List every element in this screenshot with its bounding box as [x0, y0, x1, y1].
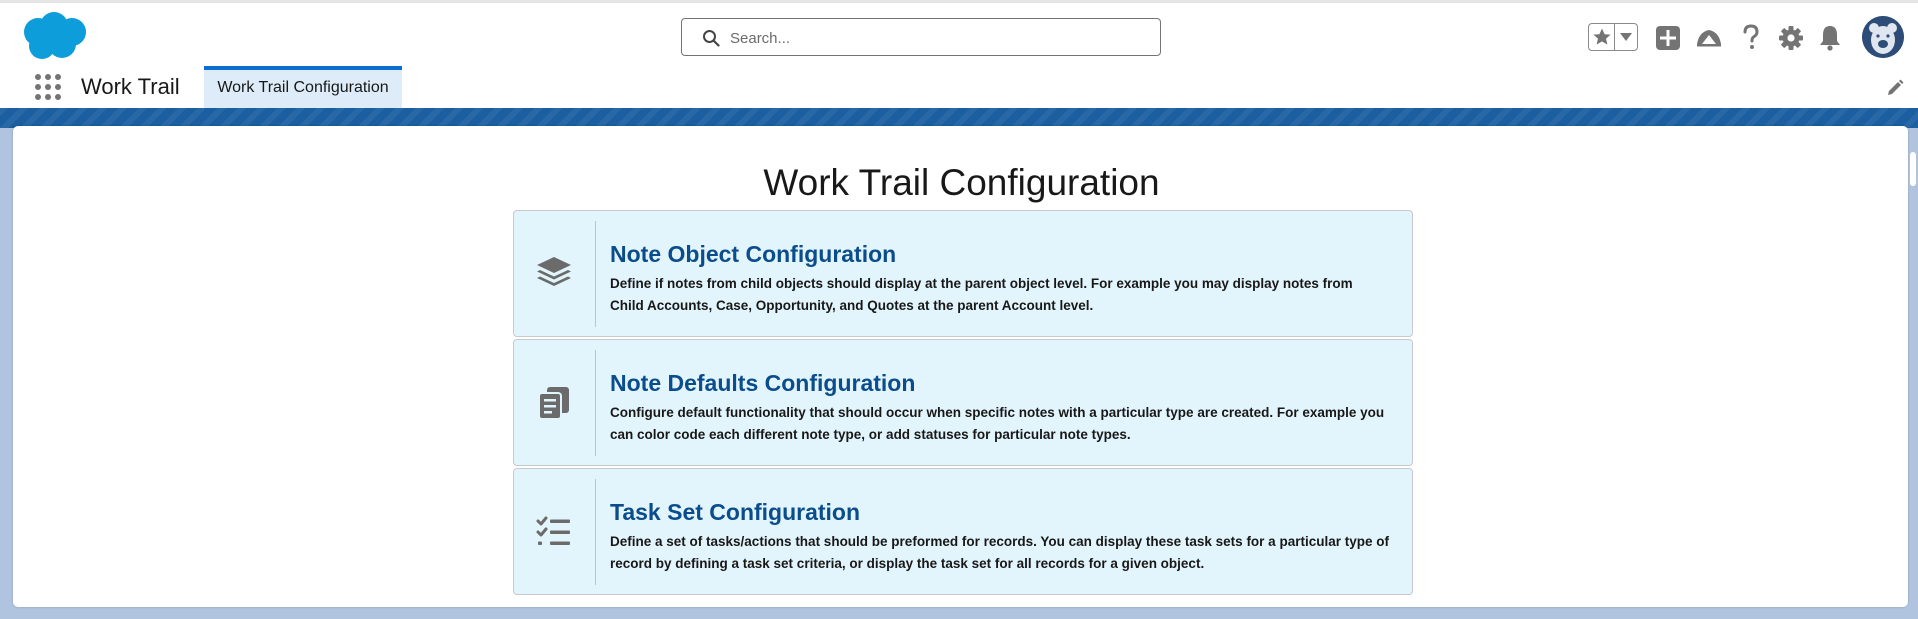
tile-divider — [595, 350, 596, 456]
app-nav-bar — [0, 66, 1918, 108]
help-icon[interactable] — [1740, 22, 1762, 52]
trailhead-icon[interactable] — [1694, 22, 1724, 52]
tile-note-object-configuration[interactable] — [513, 210, 1413, 337]
tile-title[interactable]: Note Defaults Configuration — [610, 370, 916, 396]
brand-band — [0, 108, 1918, 128]
tile-title[interactable]: Note Object Configuration — [610, 241, 897, 267]
tile-description: Define a set of tasks/actions that should be preformed for records. You can display these task sets for a particular type of record by defining a task set criteria, or display the task set for all records for a given object. — [610, 534, 1389, 571]
global-actions-plus-icon[interactable] — [1654, 22, 1682, 52]
favorites-dropdown-icon[interactable] — [1619, 32, 1633, 42]
favorites-star-icon[interactable] — [1592, 27, 1612, 47]
tile-note-defaults-configuration[interactable] — [513, 339, 1413, 466]
main-content-card — [13, 126, 1908, 607]
search-input[interactable] — [728, 22, 1152, 54]
page-title: Work Trail Configuration — [763, 162, 1160, 203]
tile-description: Configure default functionality that should occur when specific notes with a particular type are created. For example you can color code each different note type, or add statuses for particular note types. — [610, 405, 1385, 442]
tile-title[interactable]: Task Set Configuration — [610, 499, 861, 525]
favorites-button-group — [1588, 23, 1638, 51]
favorites-divider — [1614, 24, 1615, 50]
checklist-icon — [535, 513, 573, 551]
global-search[interactable] — [681, 18, 1161, 56]
search-icon — [702, 29, 720, 47]
setup-gear-icon[interactable] — [1777, 22, 1805, 52]
notifications-bell-icon[interactable] — [1817, 22, 1843, 52]
tile-divider — [595, 221, 596, 327]
tile-divider — [595, 479, 596, 585]
user-avatar[interactable] — [1862, 16, 1904, 58]
salesforce-cloud-logo[interactable] — [18, 10, 90, 62]
tab-work-trail-configuration[interactable]: Work Trail Configuration — [204, 66, 402, 108]
global-header — [0, 0, 1918, 66]
tile-description: Define if notes from child objects should display at the parent object level. For example you may display notes from Child Accounts, Case, Opportunity, and Quotes at the parent Account level. — [610, 276, 1353, 313]
app-name: Work Trail — [81, 74, 180, 99]
app-launcher-grid-icon[interactable] — [33, 72, 63, 102]
bear-avatar-icon — [1862, 16, 1904, 58]
pencil-icon[interactable] — [1886, 79, 1904, 97]
scrollbar-thumb[interactable] — [1910, 152, 1916, 186]
tile-icon-area — [514, 211, 596, 336]
tile-icon-area — [514, 469, 596, 594]
stacked-layers-icon — [535, 255, 573, 293]
tile-task-set-configuration[interactable] — [513, 468, 1413, 595]
documents-icon — [535, 384, 573, 422]
tile-icon-area — [514, 340, 596, 465]
